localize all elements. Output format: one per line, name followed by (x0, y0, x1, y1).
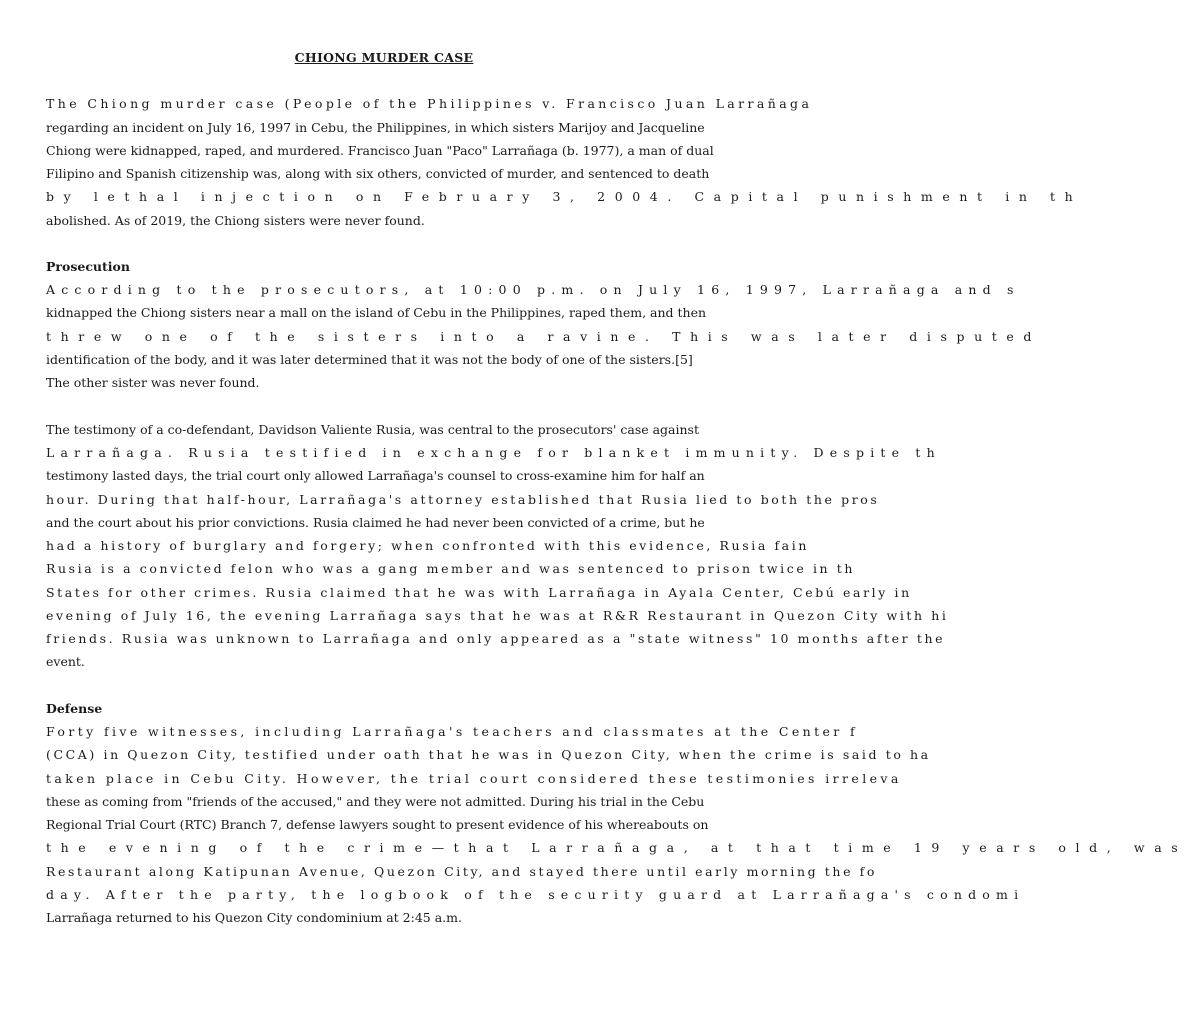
defense-line: (CCA) in Quezon City, testified under oath that he was in Quezon City, when the crime is said to ha (46, 747, 931, 762)
defense-line: these as coming from "friends of the accused," and they were not admitted. During his trial in the Cebu (46, 794, 705, 809)
intro-line: The Chiong murder case (People of the Philippines v. Francisco Juan Larrañaga (46, 96, 813, 111)
defense-line: Regional Trial Court (RTC) Branch 7, defense lawyers sought to present evidence of his whereabouts on (46, 817, 709, 832)
intro-line: by lethal injection on February 3, 2004. Capital punishment in th (46, 189, 1083, 204)
prosecution-line: identification of the body, and it was later determined that it was not the body of one of the sisters.[5] (46, 352, 693, 367)
prosecution-line: States for other crimes. Rusia claimed that he was with Larrañaga in Ayala Center, Cebú early in (46, 585, 912, 600)
intro-line: regarding an incident on July 16, 1997 in Cebu, the Philippines, in which sisters Marijoy and Jacqueline (46, 120, 705, 135)
prosecution-line: friends. Rusia was unknown to Larrañaga and only appeared as a "state witness" 10 months after the (46, 631, 946, 646)
defense-line: Larrañaga returned to his Quezon City condominium at 2:45 a.m. (46, 910, 462, 925)
prosecution-line: evening of July 16, the evening Larrañaga says that he was at R&R Restaurant in Quezon City with hi (46, 608, 949, 623)
prosecution-line: According to the prosecutors, at 10:00 p.m. on July 16, 1997, Larrañaga and s (46, 282, 1020, 297)
prosecution-line: threw one of the sisters into a ravine. This was later disputed (46, 329, 1041, 344)
intro-line: Chiong were kidnapped, raped, and murdered. Francisco Juan "Paco" Larrañaga (b. 1977), a man of dual (46, 143, 714, 158)
prosecution-line: testimony lasted days, the trial court only allowed Larrañaga's counsel to cross-examine him for half an (46, 468, 705, 483)
defense-heading: Defense (46, 701, 103, 716)
prosecution-line: and the court about his prior convictions. Rusia claimed he had never been convicted of a crime, but he (46, 515, 705, 530)
defense-line: Restaurant along Katipunan Avenue, Quezon City, and stayed there until early morning the fo (46, 864, 878, 879)
intro-line: Filipino and Spanish citizenship was, along with six others, convicted of murder, and sentenced to death (46, 166, 710, 181)
prosecution-line: The other sister was never found. (46, 375, 260, 390)
prosecution-line: The testimony of a co-defendant, Davidson Valiente Rusia, was central to the prosecutors' case against (46, 422, 699, 437)
defense-line: day. After the party, the logbook of the security guard at Larrañaga's condomi (46, 887, 1025, 902)
defense-line: Forty five witnesses, including Larrañaga's teachers and classmates at the Center f (46, 724, 859, 739)
defense-line: taken place in Cebu City. However, the trial court considered these testimonies irreleva (46, 771, 902, 786)
defense-line: the evening of the crime—that Larrañaga, at that time 19 years old, was (46, 840, 1187, 855)
prosecution-line: Rusia is a convicted felon who was a gang member and was sentenced to prison twice in th (46, 561, 856, 576)
prosecution-line: hour. During that half-hour, Larrañaga's attorney established that Rusia lied to both the pros (46, 492, 880, 507)
prosecution-line: kidnapped the Chiong sisters near a mall on the island of Cebu in the Philippines, raped them, and then (46, 305, 707, 320)
prosecution-line: Larrañaga. Rusia testified in exchange for blanket immunity. Despite th (46, 445, 941, 460)
document-title: CHIONG MURDER CASE (294, 50, 474, 65)
prosecution-line: event. (46, 654, 85, 669)
intro-line: abolished. As of 2019, the Chiong sisters were never found. (46, 213, 425, 228)
prosecution-line: had a history of burglary and forgery; when confronted with this evidence, Rusia fain (46, 538, 809, 553)
prosecution-heading: Prosecution (46, 259, 130, 274)
